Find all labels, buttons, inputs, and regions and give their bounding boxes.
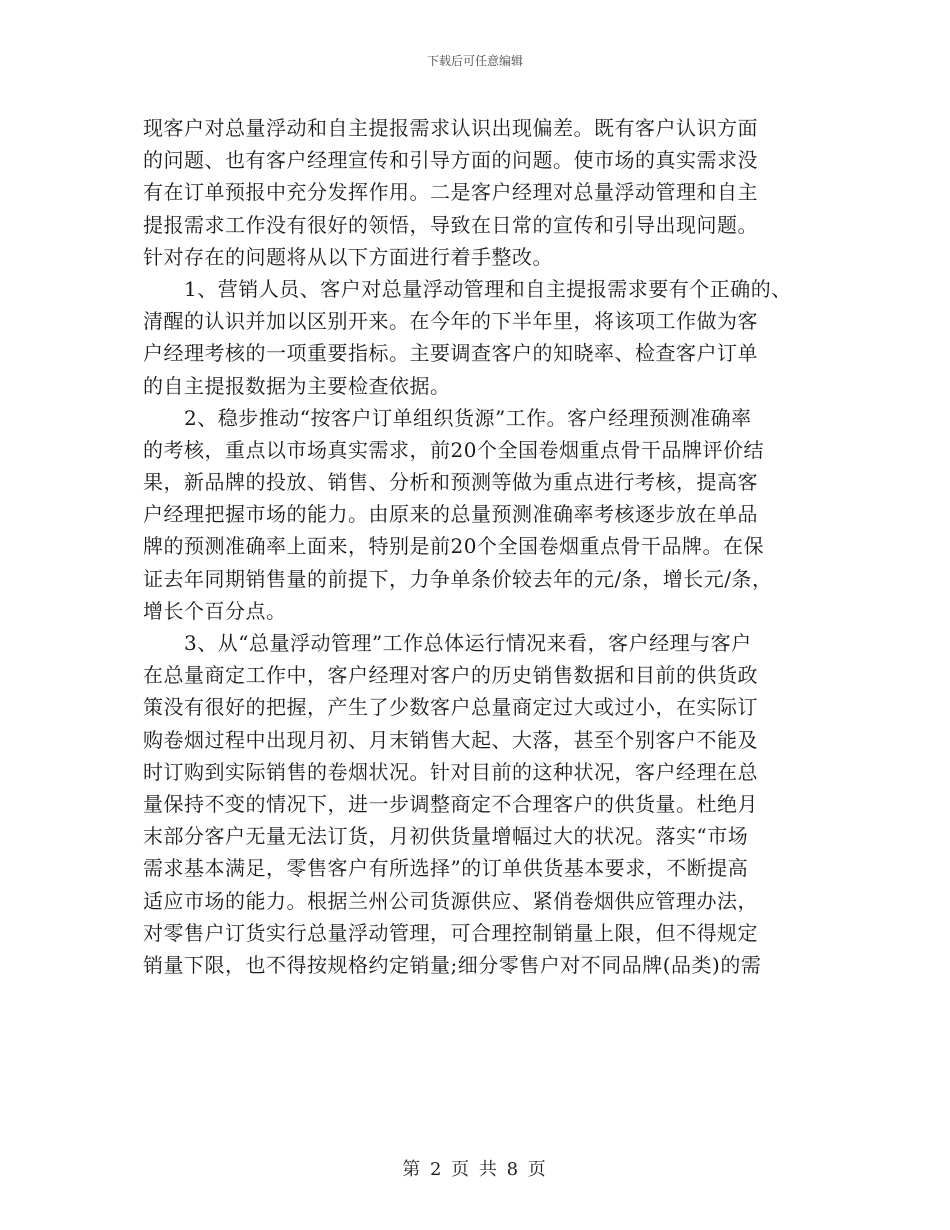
text-line: 证去年同期销售量的前提下，力争单条价较去年的元/条，增长元/条， [143, 566, 773, 591]
document-body [143, 112, 823, 981]
text-line: 果，新品牌的投放、销售、分析和预测等做为重点进行考核，提高客 [143, 470, 758, 495]
text-line: 1、营销人员、客户对总量浮动管理和自主提报需求要有个正确的、 [143, 276, 792, 301]
text-line: 2、稳步推动“按客户订单组织货源”工作。客户经理预测准确率 [143, 405, 752, 430]
text-line: 策没有很好的把握，产生了少数客户总量商定过大或过小，在实际订 [143, 695, 758, 720]
text-line: 有在订单预报中充分发挥作用。二是客户经理对总量浮动管理和自主 [143, 180, 758, 205]
text-line: 需求基本满足，零售客户有所选择”的订单供货基本要求，不断提高 [143, 856, 749, 881]
text-line: 的自主提报数据为主要检查依据。 [143, 373, 451, 398]
text-line: 销量下限，也不得按规格约定销量;细分零售户对不同品牌(品类)的需 [143, 952, 762, 977]
text-line: 适应市场的能力。根据兰州公司货源供应、紧俏卷烟供应管理办法， [143, 888, 758, 913]
text-line: 增长个百分点。 [143, 598, 287, 623]
text-line: 3、从“总量浮动管理”工作总体运行情况来看，客户经理与客户 [143, 631, 752, 655]
text-line: 提报需求工作没有很好的领悟，导致在日常的宣传和引导出现问题。 [143, 212, 758, 237]
text-line: 户经理把握市场的能力。由原来的总量预测准确率考核逐步放在单品 [143, 502, 758, 527]
text-line: 量保持不变的情况下，进一步调整商定不合理客户的供货量。杜绝月 [143, 791, 758, 816]
text-line: 购卷烟过程中出现月初、月末销售大起、大落，甚至个别客户不能及 [143, 727, 758, 752]
text-line: 的问题、也有客户经理宣传和引导方面的问题。使市场的真实需求没 [143, 148, 758, 173]
page-header-note: 下载后可任意编辑 [426, 54, 523, 68]
text-line: 对零售户订货实行总量浮动管理，可合理控制销量上限，但不得规定 [143, 920, 758, 945]
text-line: 户经理考核的一项重要指标。主要调查客户的知晓率、检查客户订单 [143, 341, 758, 366]
text-line: 时订购到实际销售的卷烟状况。针对目前的这种状况，客户经理在总 [143, 759, 758, 784]
text-line: 现客户对总量浮动和自主提报需求认识出现偏差。既有客户认识方面 [143, 116, 758, 140]
text-line: 清醒的认识并加以区别开来。在今年的下半年里，将该项工作做为客 [143, 309, 758, 334]
text-line: 在总量商定工作中，客户经理对客户的历史销售数据和目前的供货政 [143, 663, 758, 688]
text-line: 针对存在的问题将从以下方面进行着手整改。 [143, 244, 553, 269]
text-line: 的考核，重点以市场真实需求，前20个全国卷烟重点骨干品牌评价结 [143, 437, 764, 462]
text-line: 牌的预测准确率上面来，特别是前20个全国卷烟重点骨干品牌。在保 [143, 534, 764, 559]
text-line: 末部分客户无量无法订货，月初供货量增幅过大的状况。落实“市场 [143, 824, 749, 849]
page-number-footer: 第 2 页 共 8 页 [402, 1159, 548, 1180]
